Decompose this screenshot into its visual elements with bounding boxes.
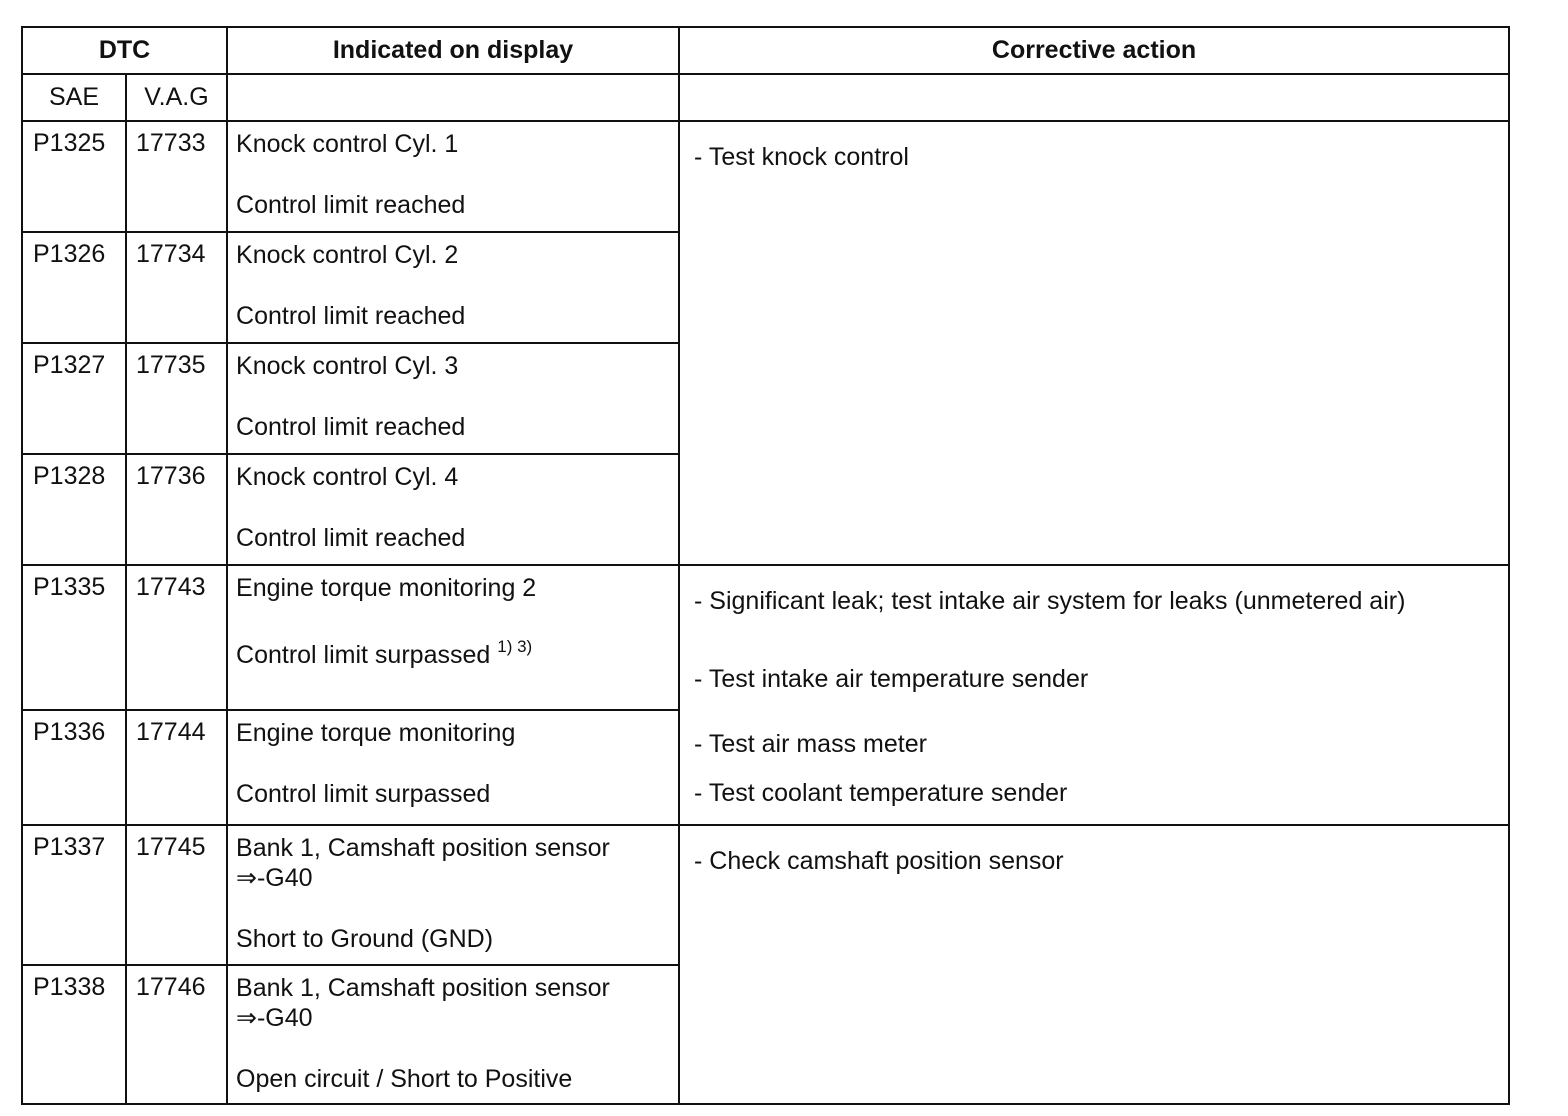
corrective-action-cell xyxy=(679,121,1509,565)
display-text: Engine torque monitoring xyxy=(236,719,516,747)
display-text-ref: ⇒-G40 xyxy=(236,1004,313,1032)
display-status xyxy=(236,637,672,670)
action-item: - Test coolant temperature sender xyxy=(694,779,1068,807)
sae-code: P1327 xyxy=(22,343,126,454)
vag-code: 17743 xyxy=(126,565,227,710)
empty-cell xyxy=(227,74,679,121)
action-item: - Test intake air temperature sender xyxy=(694,665,1089,693)
sae-code: P1328 xyxy=(22,454,126,565)
sae-code: P1335 xyxy=(22,565,126,710)
header-indicated: Indicated on display xyxy=(227,27,679,74)
header-corrective: Corrective action xyxy=(679,27,1509,74)
display-text: Knock control Cyl. 2 xyxy=(236,241,459,269)
display-status: Short to Ground (GND) xyxy=(236,925,494,953)
table-row xyxy=(22,825,1509,965)
vag-code: 17745 xyxy=(126,825,227,965)
display-text: Engine torque monitoring 2 xyxy=(236,574,537,602)
display-cell xyxy=(227,121,679,232)
display-status: Control limit reached xyxy=(236,413,466,441)
display-cell xyxy=(227,565,679,710)
display-status: Control limit surpassed xyxy=(236,780,491,808)
vag-code: 17735 xyxy=(126,343,227,454)
display-text: Knock control Cyl. 4 xyxy=(236,463,459,491)
display-status: Control limit reached xyxy=(236,191,466,219)
table-row xyxy=(22,565,1509,710)
sae-code: P1336 xyxy=(22,710,126,825)
header-dtc: DTC xyxy=(22,27,227,74)
display-text: Knock control Cyl. 1 xyxy=(236,130,459,158)
display-cell xyxy=(227,232,679,343)
display-cell xyxy=(227,710,679,825)
action-item: - Test air mass meter xyxy=(694,730,927,758)
vag-code: 17734 xyxy=(126,232,227,343)
action-item: - Check camshaft position sensor xyxy=(694,847,1064,875)
header-vag: V.A.G xyxy=(126,74,227,121)
action-item: - Significant leak; test intake air system for leaks (unmetered air) xyxy=(694,587,1406,615)
vag-code: 17744 xyxy=(126,710,227,825)
vag-code: 17736 xyxy=(126,454,227,565)
display-text: Knock control Cyl. 3 xyxy=(236,352,459,380)
header-row xyxy=(22,27,1509,74)
display-text: Bank 1, Camshaft position sensor xyxy=(236,834,610,862)
action-item: - Test knock control xyxy=(694,143,909,171)
sae-code: P1338 xyxy=(22,965,126,1104)
corrective-action-cell xyxy=(679,825,1509,1104)
empty-cell xyxy=(679,74,1509,121)
subheader-row xyxy=(22,74,1509,121)
display-text: Bank 1, Camshaft position sensor xyxy=(236,974,610,1002)
dtc-table xyxy=(21,26,1510,1105)
display-cell xyxy=(227,343,679,454)
corrective-action-cell xyxy=(679,565,1509,825)
footnote-ref: 1) 3) xyxy=(497,637,533,656)
display-text-ref: ⇒-G40 xyxy=(236,864,313,892)
vag-code: 17733 xyxy=(126,121,227,232)
display-status: Control limit reached xyxy=(236,302,466,330)
display-status: Control limit reached xyxy=(236,524,466,552)
header-sae: SAE xyxy=(22,74,126,121)
display-cell xyxy=(227,965,679,1104)
display-status-text: Control limit surpassed xyxy=(236,641,491,669)
sae-code: P1326 xyxy=(22,232,126,343)
sae-code: P1337 xyxy=(22,825,126,965)
sae-code: P1325 xyxy=(22,121,126,232)
display-cell xyxy=(227,454,679,565)
display-status: Open circuit / Short to Positive xyxy=(236,1065,573,1093)
vag-code: 17746 xyxy=(126,965,227,1104)
table-row xyxy=(22,121,1509,232)
display-cell xyxy=(227,825,679,965)
